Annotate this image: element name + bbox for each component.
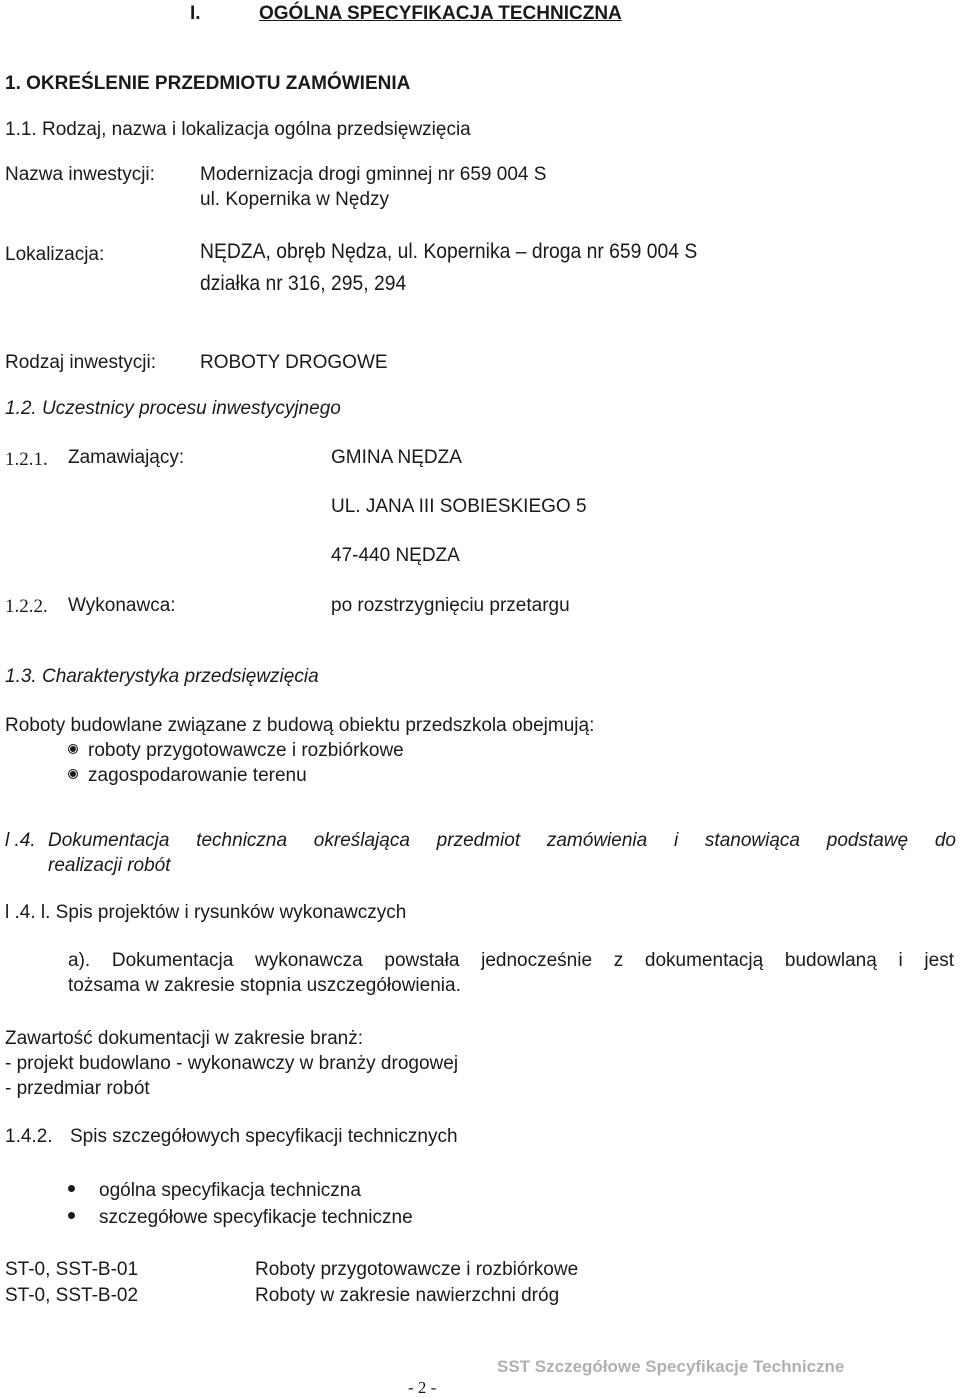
contents-label: Zawartość dokumentacji w zakresie branż: (5, 1028, 363, 1049)
bullet-icon (68, 1185, 75, 1192)
section-1-3-heading: 1.3. Charakterystyka przedsięwzięcia (5, 666, 319, 687)
list-item: ogólna specyfikacja techniczna (68, 1180, 361, 1202)
contents-item: - projekt budowlano - wykonawczy w branży drogowej (5, 1053, 459, 1074)
page-title: OGÓLNA SPECYFIKACJA TECHNICZNA (259, 3, 622, 24)
spec-name: Roboty w zakresie nawierzchni dróg (255, 1285, 560, 1306)
contents-item: - przedmiar robót (5, 1078, 150, 1099)
page-number: - 2 - (408, 1378, 437, 1397)
section-1-4-heading-line1: Dokumentacja techniczna określająca przedmiot zamówienia i stanowiąca podstawę do (48, 830, 956, 851)
ordering-party-city: 47-440 NĘDZA (331, 545, 460, 566)
contractor-value: po rozstrzygnięciu przetargu (331, 595, 570, 616)
scope-intro: Roboty budowlane związane z budową obiektu przedszkola obejmują: (5, 715, 595, 736)
list-item: roboty przygotowawcze i rozbiórkowe (68, 740, 404, 762)
docs-para-line1: a). Dokumentacja wykonawcza powstała jednocześnie z dokumentacją budowlaną i jest (68, 950, 954, 971)
section-1-heading: 1. OKREŚLENIE PRZEDMIOTU ZAMÓWIENIA (5, 73, 411, 94)
investment-type-label: Rodzaj inwestycji: (5, 352, 156, 373)
investment-type-value: ROBOTY DROGOWE (200, 352, 388, 373)
section-1-4-2-number: 1.4.2. (5, 1126, 53, 1147)
list-item: zagospodarowanie terenu (68, 765, 307, 787)
investment-name-label: Nazwa inwestycji: (5, 164, 155, 185)
section-1-4-2-heading: Spis szczegółowych specyfikacji technicznych (70, 1126, 458, 1147)
spec-name: Roboty przygotowawcze i rozbiórkowe (255, 1259, 579, 1280)
spec-code: ST-0, SST-B-01 (5, 1259, 139, 1280)
ordering-party-name: GMINA NĘDZA (331, 447, 462, 468)
list-item: szczegółowe specyfikacje techniczne (68, 1207, 413, 1229)
bullet-icon (68, 744, 78, 754)
location-label: Lokalizacja: (5, 244, 105, 265)
section-1-1-heading: 1.1. Rodzaj, nazwa i lokalizacja ogólna przedsięwzięcia (5, 119, 471, 140)
section-1-4-heading-line2: realizacji robót (48, 855, 171, 876)
contractor-label: Wykonawca: (68, 595, 176, 616)
bullet-icon (68, 1212, 75, 1219)
location-line1: NĘDZA, obręb Nędza, ul. Kopernika – droga nr 659 004 S (200, 240, 698, 263)
investment-name-line1: Modernizacja drogi gminnej nr 659 004 S (200, 164, 547, 185)
section-1-4-number: l .4. (5, 830, 36, 851)
heading-roman: I. (190, 3, 201, 24)
spec-code: ST-0, SST-B-02 (5, 1285, 139, 1306)
footer-title: SST Szczegółowe Specyfikacje Techniczne (497, 1357, 845, 1376)
ordering-party-label: Zamawiający: (68, 447, 185, 468)
investment-name-line2: ul. Kopernika w Nędzy (200, 189, 390, 210)
ordering-party-number: 1.2.1. (5, 449, 48, 470)
contractor-number: 1.2.2. (5, 596, 48, 617)
docs-para-line2: tożsama w zakresie stopnia uszczegółowienia. (68, 975, 461, 996)
section-1-2-heading: 1.2. Uczestnicy procesu inwestycyjnego (5, 398, 341, 419)
section-1-4-1-heading: l .4. l. Spis projektów i rysunków wykonawczych (5, 902, 407, 923)
ordering-party-street: UL. JANA III SOBIESKIEGO 5 (331, 496, 587, 517)
bullet-icon (68, 769, 78, 779)
location-line2: działka nr 316, 295, 294 (200, 272, 407, 295)
